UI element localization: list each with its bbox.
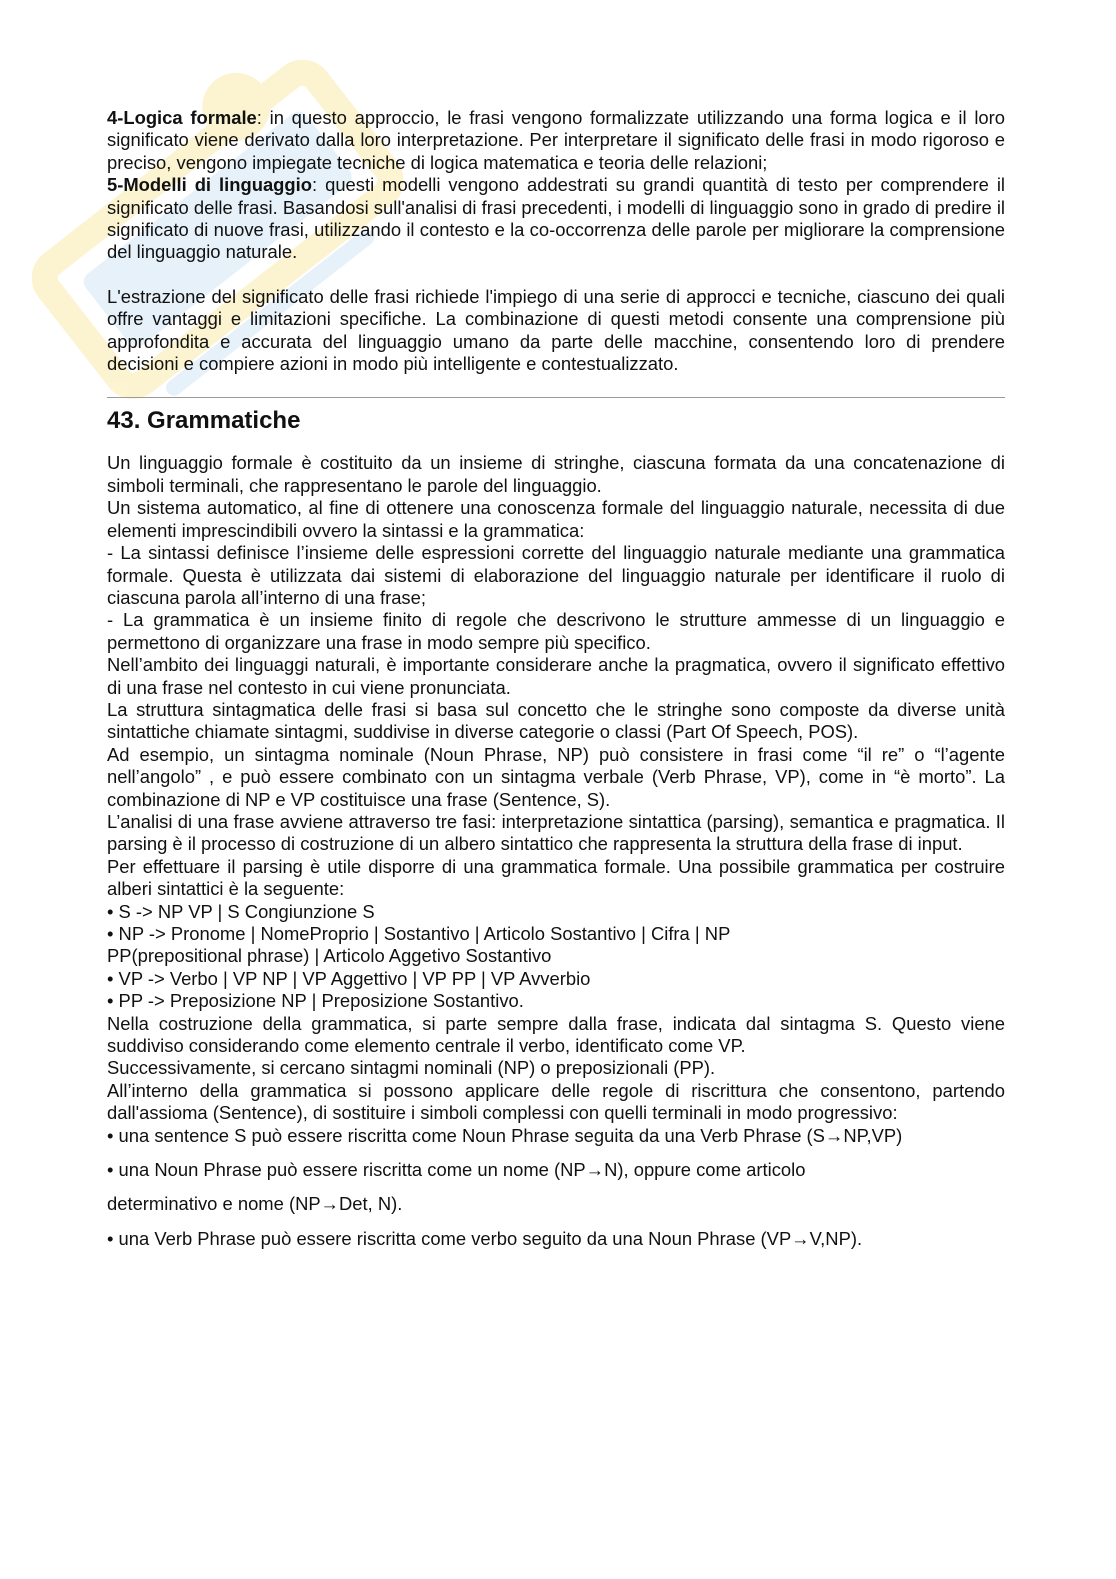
- body-paragraph: La struttura sintagmatica delle frasi si basa sul concetto che le stringhe sono composte da diverse unità sintattiche chiamate sintagmi, suddivise in diverse categorie o classi (Part Of Speech, POS).: [107, 698, 1005, 743]
- body-paragraph: Un sistema automatico, al fine di ottenere una conoscenza formale del linguaggio naturale, necessita di due elementi imprescindibili ovvero la sintassi e la grammatica:: [107, 497, 1005, 541]
- grammar-rule: PP(prepositional phrase) | Articolo Aggetivo Sostantivo: [107, 945, 552, 967]
- document-page: [107, 107, 1005, 1250]
- rewrite-bullet: • una Verb Phrase può essere riscritta come verbo seguito da una Noun Phrase (VP→V,NP).: [107, 1227, 863, 1249]
- item-4-paragraph: [107, 107, 1005, 174]
- section-divider: [107, 397, 1005, 398]
- grammar-rule: • PP -> Preposizione NP | Preposizione Sostantivo.: [107, 990, 524, 1012]
- body-paragraph: Un linguaggio formale è costituito da un insieme di stringhe, ciascuna formata da una concatenazione di simboli terminali, che rappresentano le parole del linguaggio.: [107, 452, 1005, 496]
- body-paragraph: Nella costruzione della grammatica, si parte sempre dalla frase, indicata dal sintagma S. Questo viene suddiviso considerando come elemento centrale il verbo, identificato come VP.: [107, 1012, 1005, 1057]
- body-paragraph: - La sintassi definisce l’insieme delle espressioni corrette del linguaggio naturale mediante una grammatica formale. Questa è utilizzata dai sistemi di elaborazione del linguaggio naturale per identificare il ruolo di ciascuna parola all’interno di una frase;: [107, 542, 1005, 608]
- body-paragraph: Successivamente, si cercano sintagmi nominali (NP) o preposizionali (PP).: [107, 1057, 716, 1079]
- spacer: [107, 264, 1005, 286]
- body-paragraph: L’analisi di una frase avviene attraverso tre fasi: interpretazione sintattica (parsing), semantica e pragmatica. Il parsing è il processo di costruzione di un albero sintattico che rappresenta la struttura della frase di input.: [107, 810, 1005, 855]
- rewrite-bullet: • una sentence S può essere riscritta come Noun Phrase seguita da una Verb Phrase (S→NP,VP): [107, 1124, 903, 1146]
- item-5-text: : questi modelli vengono addestrati su grandi quantità di testo per comprendere il significato delle frasi. Basandosi sull'analisi di frasi precedenti, i modelli di linguaggio sono in grado di predire il significato di nuove frasi, utilizzando il contesto e la co-occorrenza delle parole per migliorare la comprensione del linguaggio naturale.: [107, 174, 1006, 263]
- item-4-term: 4-Logica formale: [107, 107, 257, 128]
- body-paragraph: - La grammatica è un insieme finito di regole che descrivono le strutture ammesse di un linguaggio e permettono di organizzare una frase in modo sempre più specifico.: [107, 609, 1005, 653]
- grammar-rule: • NP -> Pronome | NomeProprio | Sostantivo | Articolo Sostantivo | Cifra | NP: [107, 923, 731, 944]
- grammar-rule: • S -> NP VP | S Congiunzione S: [107, 900, 375, 922]
- body-paragraph: Per effettuare il parsing è utile disporre di una grammatica formale. Una possibile grammatica per costruire alberi sintattici è la seguente:: [107, 855, 1005, 900]
- summary-paragraph: L'estrazione del significato delle frasi richiede l'impiego di una serie di approcci e tecniche, ciascuno dei quali offre vantaggi e limitazioni specifiche. La combinazione di questi metodi consente una comprensione più approfondita e accurata del linguaggio umano da parte delle macchine, consentendo loro di prendere decisioni e compiere azioni in modo più intelligente e contestualizzato.: [107, 285, 1005, 375]
- rewrite-bullet: • una Noun Phrase può essere riscritta come un nome (NP→N), oppure come articolo: [107, 1159, 806, 1181]
- section-title: 43. Grammatiche: [107, 407, 301, 435]
- body-paragraph: Ad esempio, un sintagma nominale (Noun Phrase, NP) può consistere in frasi come “il re” o “l’agente nell’angolo” , e può essere combinato con un sintagma verbale (Verb Phrase, VP), come in “è morto”. La combinazione di NP e VP costituisce una frase (Sentence, S).: [107, 743, 1005, 810]
- item-4-text: : in questo approccio, le frasi vengono formalizzate utilizzando una forma logica e il loro significato viene derivato dalla loro interpretazione. Per interpretare il significato delle frasi in modo rigoroso e preciso, vengono impiegate tecniche di logica matematica e teoria delle relazioni;: [107, 107, 1005, 173]
- body-paragraph: Nell’ambito dei linguaggi naturali, è importante considerare anche la pragmatica, ovvero il significato effettivo di una frase nel contesto in cui viene pronunciata.: [107, 654, 1005, 698]
- body-paragraph: All’interno della grammatica si possono applicare delle regole di riscrittura che consentono, partendo dall'assioma (Sentence), di sostituire i simboli complessi con quelli terminali in modo progressivo:: [107, 1079, 1005, 1124]
- grammar-rule: • VP -> Verbo | VP NP | VP Aggettivo | VP PP | VP Avverbio: [107, 967, 591, 989]
- item-5-paragraph: [107, 174, 1005, 264]
- item-5-term: 5-Modelli di linguaggio: [107, 174, 312, 196]
- rewrite-bullet: determinativo e nome (NP→Det, N).: [107, 1193, 403, 1215]
